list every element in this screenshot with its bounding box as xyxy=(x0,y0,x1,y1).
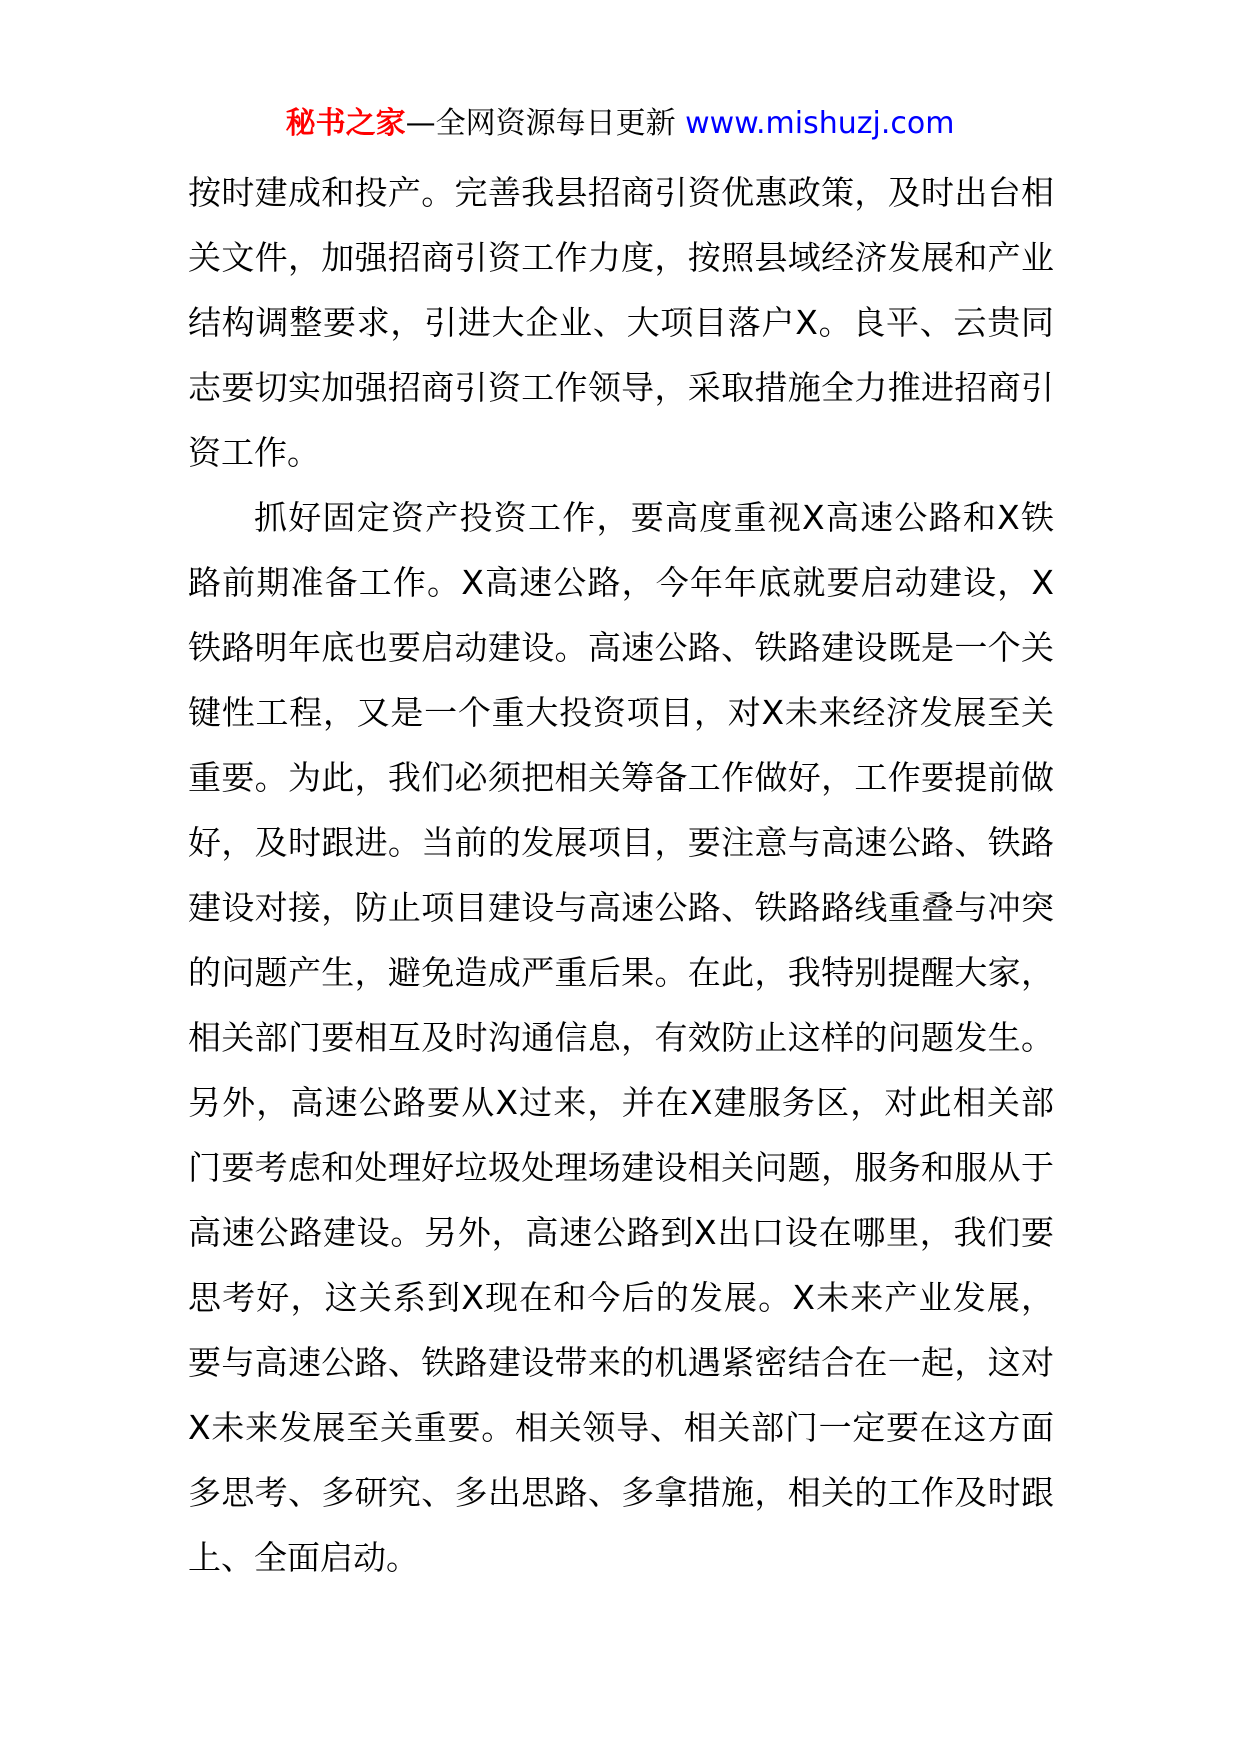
header-url-link[interactable]: www.mishuzj.com xyxy=(685,106,955,141)
paragraph-fixed-asset-investment: 抓好固定资产投资工作，要高度重视X高速公路和X铁路前期准备工作。X高速公路，今年年底就要启动建设，X铁路明年底也要启动建设。高速公路、铁路建设既是一个关键性工程，又是一个重大投资项目，对X未来经济发展至关重要。为此，我们必须把相关筹备工作做好，工作要提前做好，及时跟进。当前的发展项目，要注意与高速公路、铁路建设对接，防止项目建设与高速公路、铁路路线重叠与冲突的问题产生，避免造成严重后果。在此，我特别提醒大家，相关部门要相互及时沟通信息，有效防止这样的问题发生。另外，高速公路要从X过来，并在X建服务区，对此相关部门要考虑和处理好垃圾处理场建设相关问题，服务和服从于高速公路建设。另外，高速公路到X出口设在哪里，我们要思考好，这关系到X现在和今后的发展。X未来产业发展，要与高速公路、铁路建设带来的机遇紧密结合在一起，这对X未来发展至关重要。相关领导、相关部门一定要在这方面多思考、多研究、多出思路、多拿措施，相关的工作及时跟上、全面启动。 xyxy=(188,498,1054,1577)
paragraph-continuation: 按时建成和投产。完善我县招商引资优惠政策，及时出台相关文件，加强招商引资工作力度，按照县域经济发展和产业结构调整要求，引进大企业、大项目落户X。良平、云贵同志要切实加强招商引资工作领导，采取措施全力推进招商引资工作。 xyxy=(188,173,1054,472)
page-header xyxy=(0,102,1240,146)
header-tagline: —全网资源每日更新 xyxy=(405,106,686,141)
document-body xyxy=(188,160,1054,1590)
header-brand: 秘书之家 xyxy=(285,106,406,141)
